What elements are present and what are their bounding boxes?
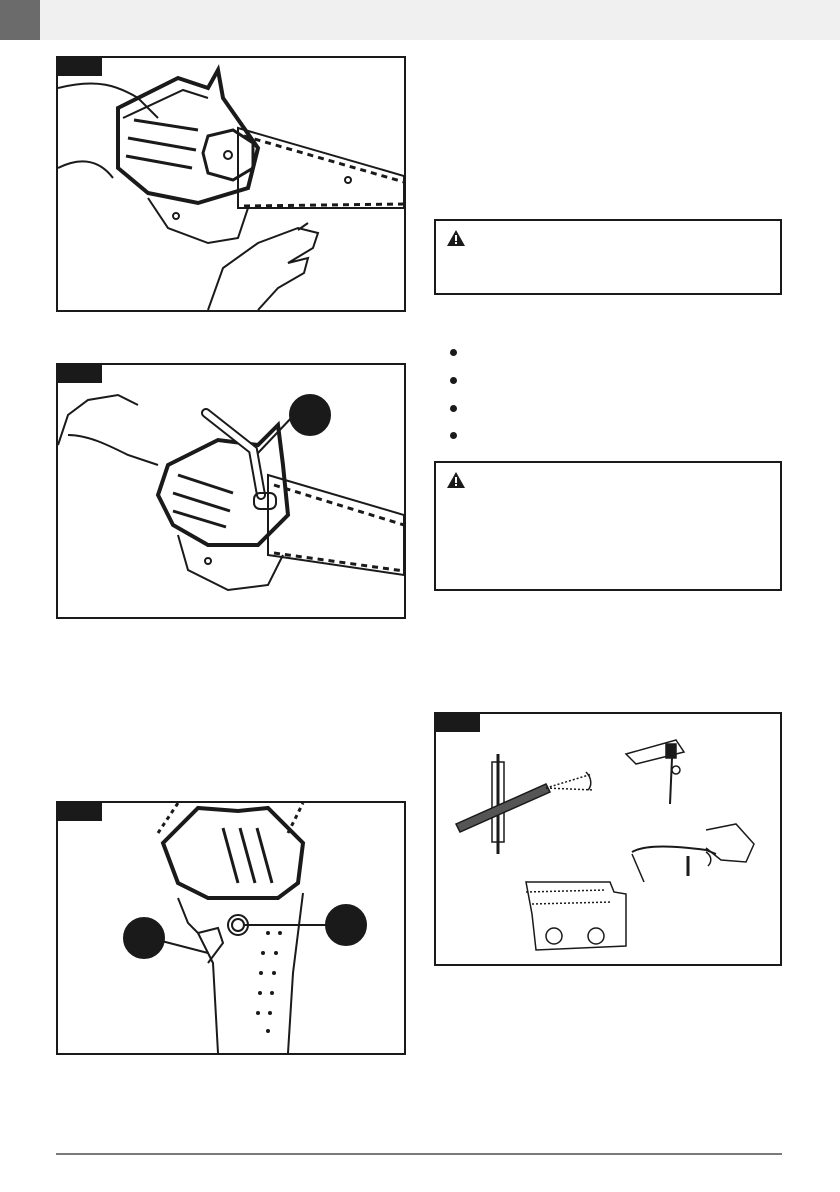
warning-box [434,461,782,591]
footer-rule [56,1153,782,1155]
figure-cover-removal [56,56,406,312]
chain-sharpening-illustration [436,714,780,964]
chainsaw-cover-hand-illustration [58,58,404,310]
figure-sharpening [434,712,782,966]
hex-key-illustration [58,365,404,617]
header-tab-marker [0,0,40,40]
warning-triangle-icon [446,471,466,489]
bullet-point [450,377,457,384]
figure-hex-key [56,363,406,619]
warning-triangle-icon [446,229,466,247]
bullet-point [450,405,457,412]
bullet-point [450,432,457,439]
figure-handle [56,801,406,1055]
page-header-bar [0,0,840,40]
chainsaw-handle-illustration [58,803,404,1053]
bullet-point [450,349,457,356]
warning-box [434,219,782,295]
